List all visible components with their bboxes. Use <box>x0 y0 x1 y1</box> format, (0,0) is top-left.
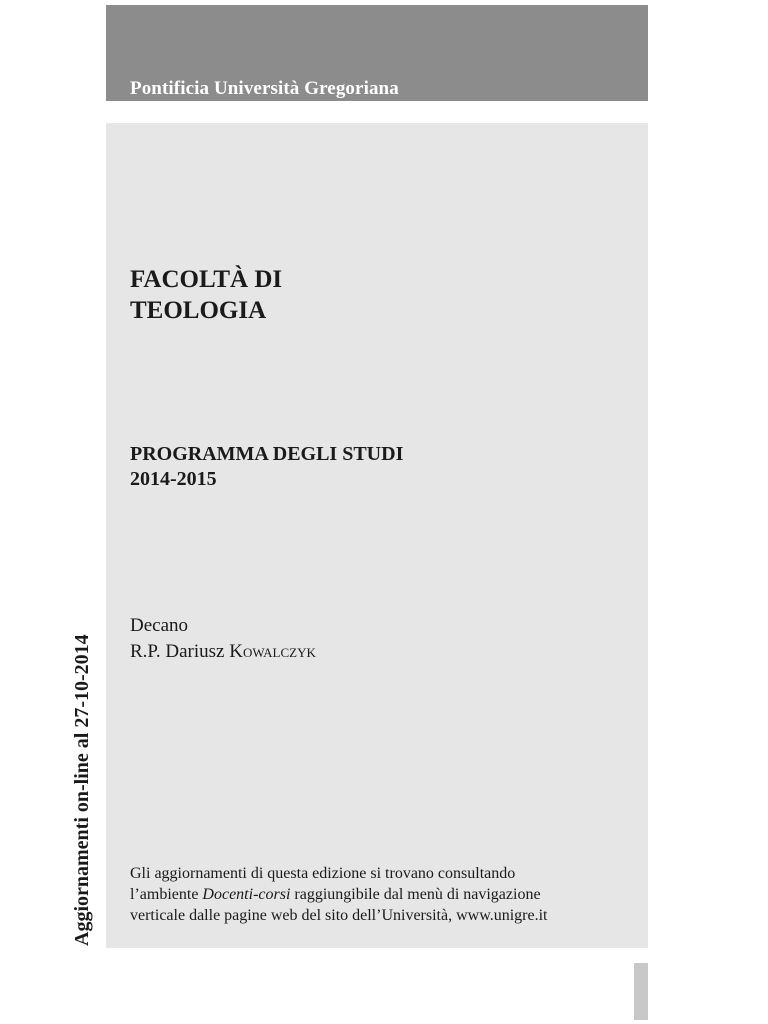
docenti-corsi-reference: Docenti-corsi <box>202 886 291 903</box>
note-line2-before: l’ambiente <box>130 886 203 903</box>
note-line1: Gli aggiornamenti di questa edizione si trovano consultando <box>130 865 516 882</box>
dean-name <box>130 639 316 665</box>
programme-heading <box>130 442 403 492</box>
dean-block <box>130 613 316 665</box>
faculty-title-line2: TEOLOGIA <box>130 297 267 324</box>
note-line2 <box>130 886 541 903</box>
header-band <box>106 5 648 101</box>
university-name: Pontificia Università Gregoriana <box>130 78 399 99</box>
dean-name-prefix: R.P. Dariusz <box>130 641 230 662</box>
spine-update-label: Aggiornamenti on-line al 27-10-2014 <box>71 634 93 946</box>
dean-surname: Kowalczyk <box>229 641 316 662</box>
online-updates-note <box>130 863 640 926</box>
page-edge-tab <box>634 963 648 1020</box>
programme-title: PROGRAMMA DEGLI STUDI <box>130 443 404 465</box>
dean-label: Decano <box>130 615 189 636</box>
note-line3: verticale dalle pagine web del sito dell’Università, www.unigre.it <box>130 907 548 924</box>
faculty-title <box>130 264 282 326</box>
cover-panel <box>106 123 648 948</box>
note-line2-after: raggiungibile dal menù di navigazione <box>290 886 541 903</box>
academic-year: 2014-2015 <box>130 468 217 490</box>
faculty-title-line1: FACOLTÀ DI <box>130 266 283 293</box>
